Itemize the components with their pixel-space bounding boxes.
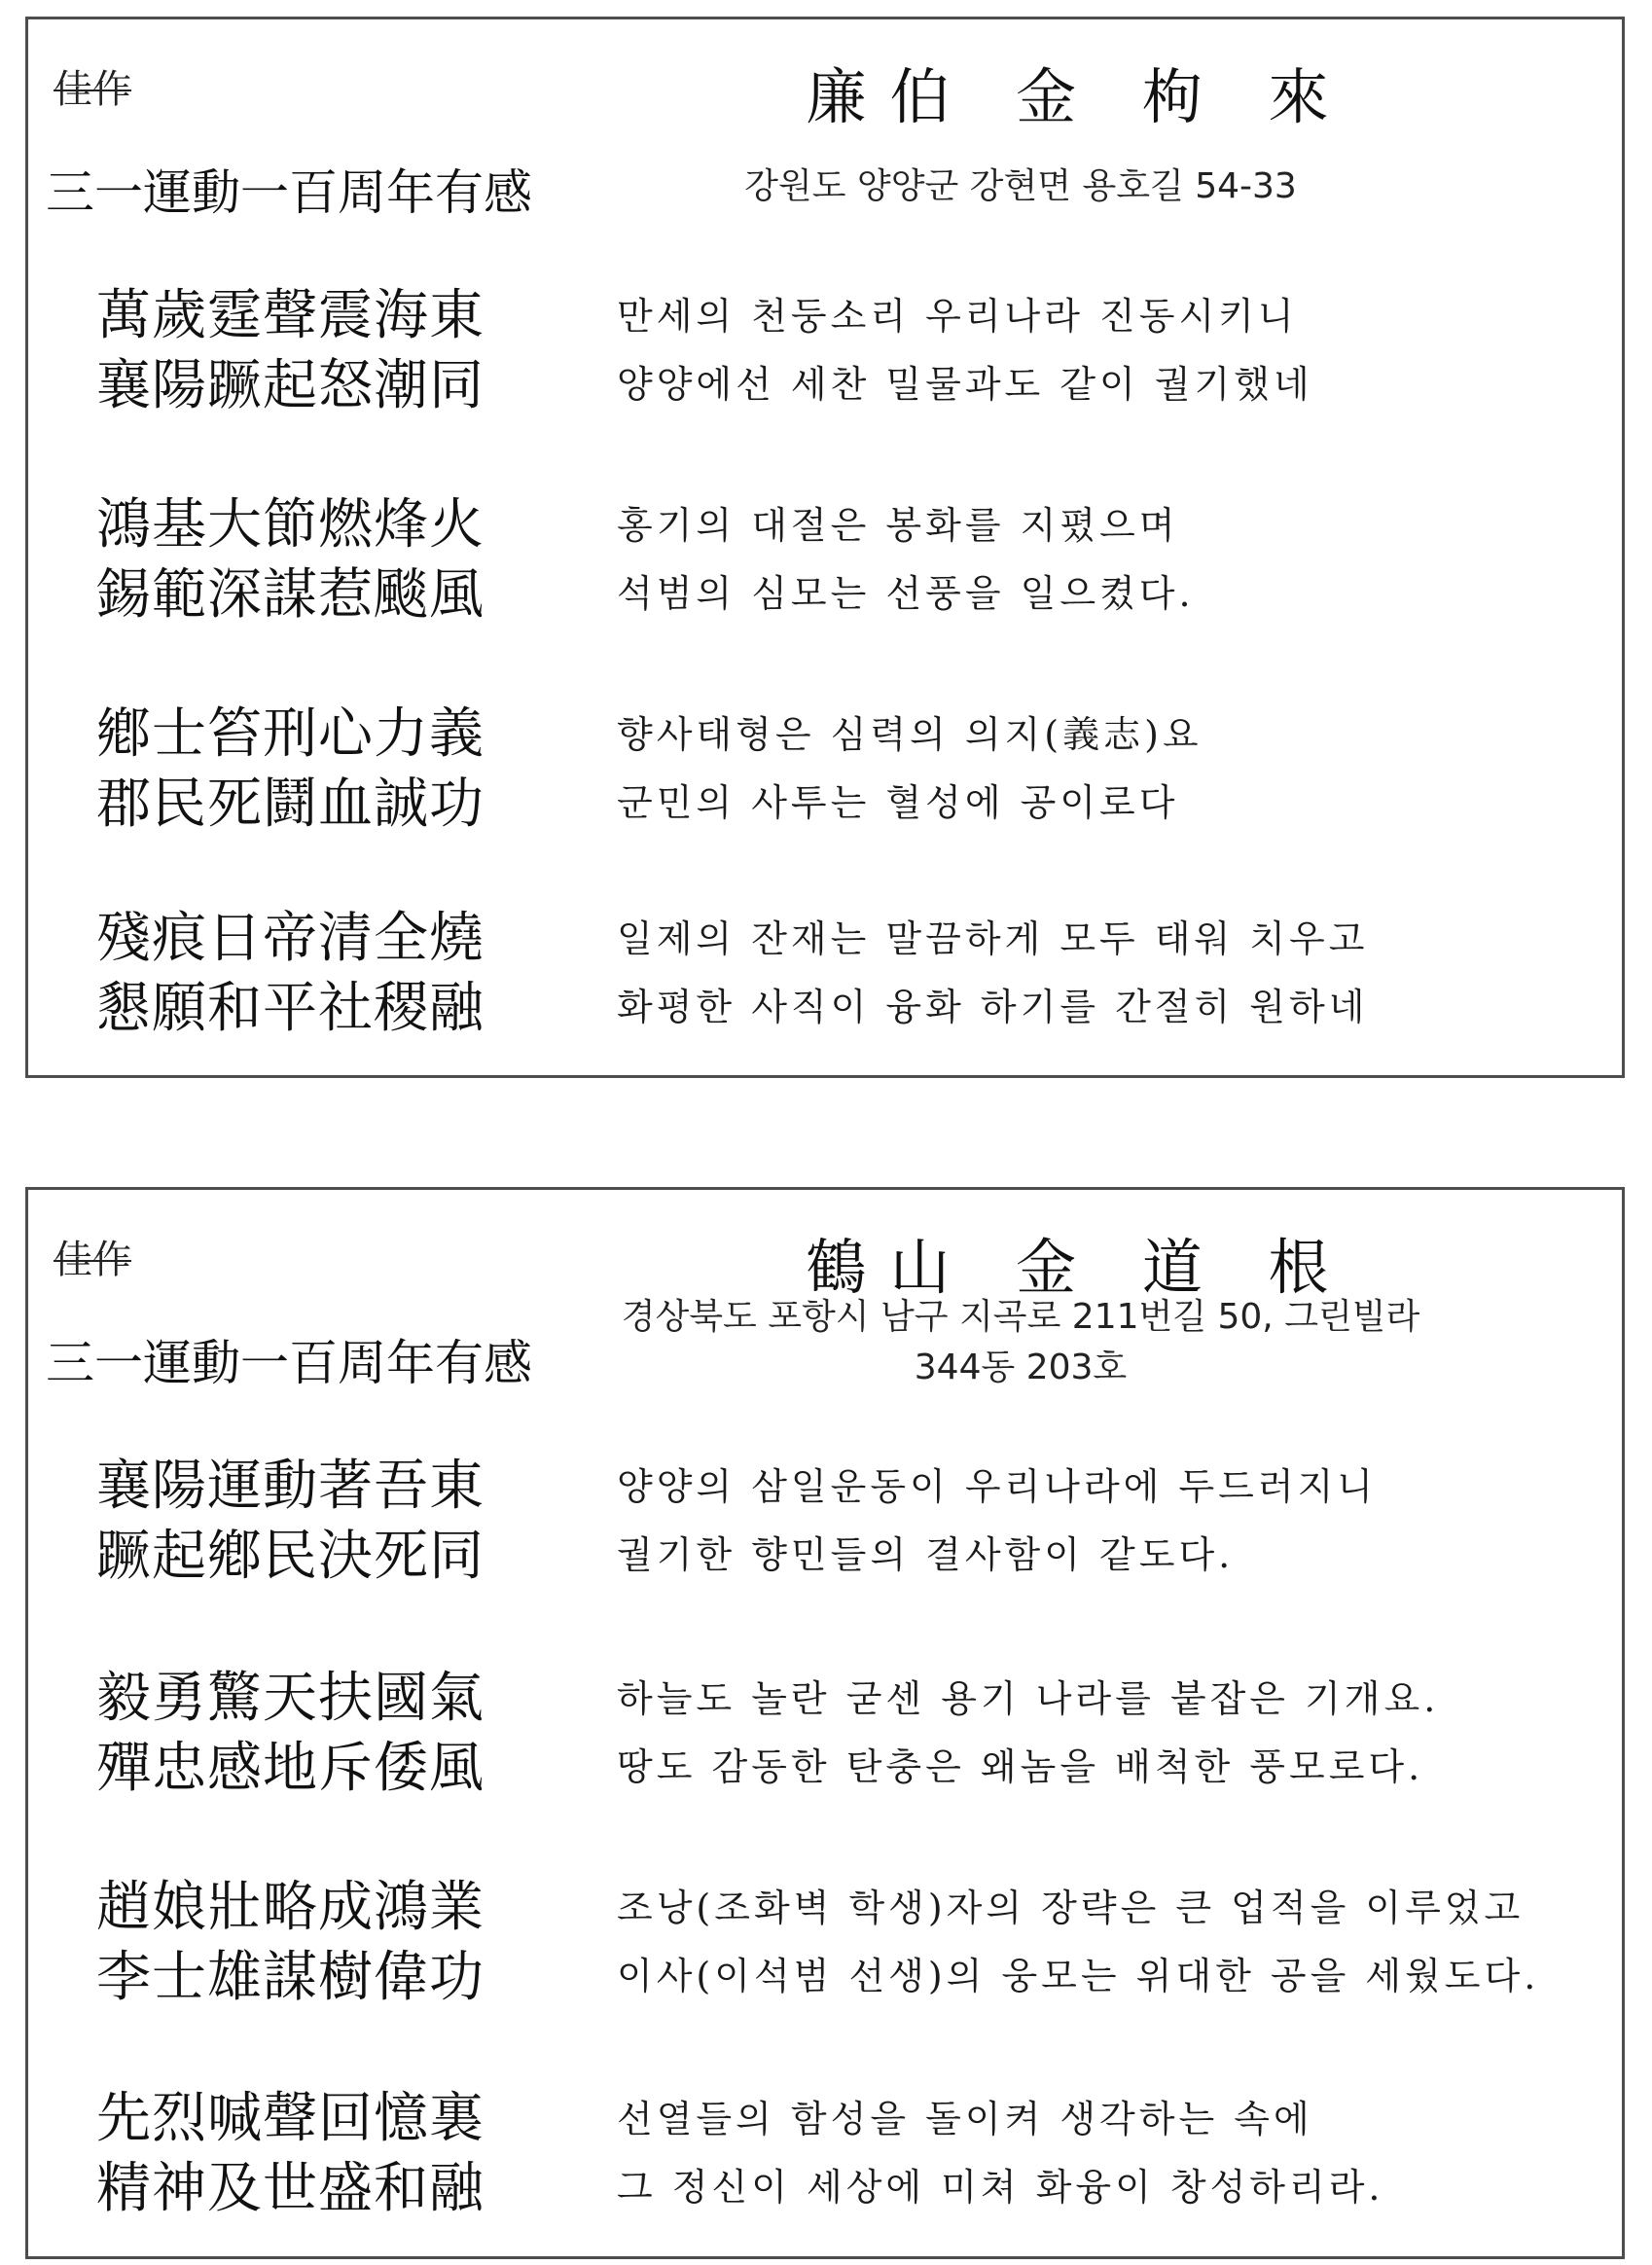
korean-translation: 화평한 사직이 융화 하기를 간절히 원하네 [617, 986, 1369, 1028]
poem-title: 三一運動一百周年有感 [46, 1335, 532, 1391]
korean-translation: 양양에선 세찬 밀물과도 같이 궐기했네 [617, 363, 1313, 406]
poem-card [25, 17, 1625, 1078]
poem-title: 三一運動一百周年有感 [46, 164, 532, 221]
korean-translation: 조낭(조화벽 학생)자의 장략은 큰 업적을 이루었고 [617, 1887, 1525, 1929]
hanja-verse: 錫範深謀惹颷風 [96, 563, 485, 627]
korean-translation: 만세의 천둥소리 우리나라 진동시키니 [617, 295, 1298, 338]
hanja-verse: 李士雄謀樹偉功 [96, 1946, 485, 2009]
korean-translation: 일제의 잔재는 말끔하게 모두 태워 치우고 [617, 917, 1369, 960]
hanja-verse: 殫忠感地斥倭風 [96, 1737, 485, 1800]
korean-translation: 이사(이석범 선생)의 웅모는 위대한 공을 세웠도다. [617, 1955, 1540, 1997]
hanja-verse: 鴻基大節燃烽火 [96, 493, 485, 557]
korean-translation: 하늘도 놀란 굳센 용기 나라를 붙잡은 기개요. [617, 1677, 1440, 1720]
korean-translation: 군민의 사투는 혈성에 공이로다 [617, 781, 1179, 824]
korean-translation: 궐기한 향민들의 결사함이 같도다. [617, 1533, 1235, 1576]
poem-card [25, 1187, 1625, 2259]
author-name: 廉伯 金 枸 來 [806, 61, 1352, 132]
address-line: 344동 203호 [914, 1348, 1128, 1387]
hanja-verse: 萬歲霆聲震海東 [96, 284, 485, 347]
hanja-verse: 毅勇驚天扶國氣 [96, 1667, 485, 1730]
korean-translation: 선열들의 함성을 돌이켜 생각하는 속에 [617, 2098, 1313, 2140]
author-address [593, 1292, 1449, 1393]
hanja-verse: 殘痕日帝清全燒 [96, 907, 485, 970]
award-badge: 佳作 [54, 1238, 131, 1282]
hanja-verse: 精神及世盛和融 [96, 2157, 485, 2220]
hanja-verse: 鄕士笞刑心力義 [96, 702, 485, 766]
hanja-verse: 郡民死鬪血誠功 [96, 773, 485, 836]
korean-translation: 홍기의 대절은 봉화를 지폈으며 [617, 504, 1179, 547]
korean-translation: 향사태형은 심력의 의지(義志)요 [617, 713, 1203, 756]
korean-translation: 석범의 심모는 선풍을 일으켰다. [617, 572, 1195, 615]
author-address [593, 162, 1449, 212]
korean-translation: 그 정신이 세상에 미쳐 화융이 창성하리라. [617, 2166, 1384, 2209]
author-name: 鶴山 金 道 根 [806, 1232, 1352, 1303]
hanja-verse: 襄陽蹶起怒潮同 [96, 354, 485, 417]
hanja-verse: 懇願和平社稷融 [96, 977, 485, 1040]
hanja-verse: 襄陽運動著吾東 [96, 1455, 485, 1518]
hanja-verse: 趙娘壯略成鴻業 [96, 1876, 485, 1939]
award-badge: 佳作 [54, 67, 131, 112]
address-line: 강원도 양양군 강현면 용호길 54-33 [744, 166, 1297, 206]
korean-translation: 땅도 감동한 탄충은 왜놈을 배척한 풍모로다. [617, 1745, 1424, 1788]
hanja-verse: 蹶起鄕民決死同 [96, 1525, 485, 1588]
address-line: 경상북도 포항시 남구 지곡로 211번길 50, 그린빌라 [621, 1297, 1420, 1337]
hanja-verse: 先烈喊聲回憶裏 [96, 2087, 485, 2150]
korean-translation: 양양의 삼일운동이 우리나라에 두드러지니 [617, 1465, 1377, 1508]
